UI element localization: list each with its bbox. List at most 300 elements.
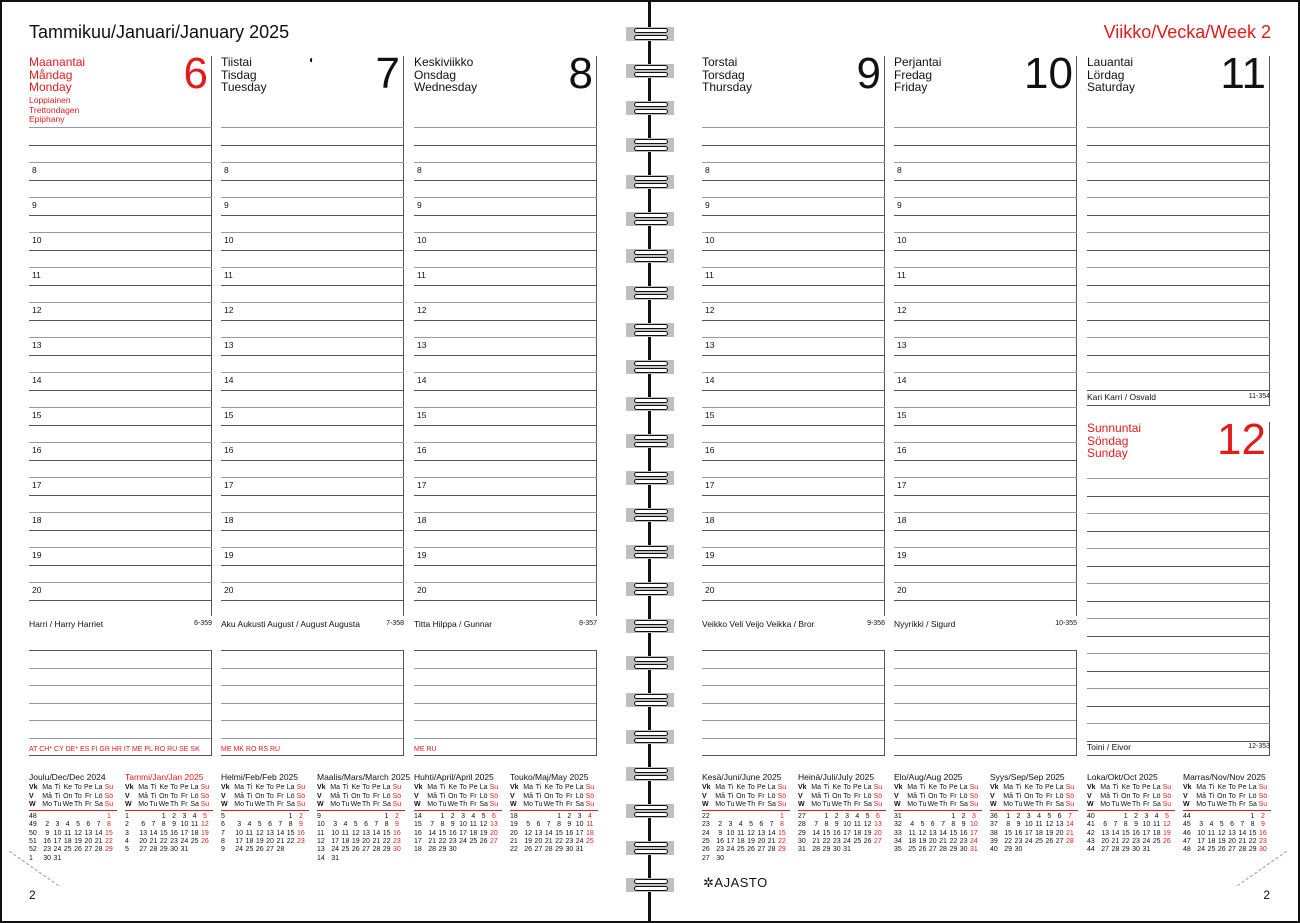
writing-line[interactable] — [894, 162, 1077, 163]
writing-line[interactable] — [29, 495, 212, 496]
weekday-abbrev: Tu — [438, 800, 447, 808]
date-cell: 1 — [557, 813, 561, 821]
date-cell: 4 — [855, 813, 860, 821]
note-line[interactable] — [414, 720, 597, 721]
writing-line[interactable] — [29, 530, 212, 531]
note-line[interactable] — [221, 738, 404, 739]
writing-line[interactable] — [1087, 723, 1270, 724]
week-row — [1087, 846, 1175, 854]
writing-line[interactable] — [702, 355, 885, 356]
hour-label: 14 — [705, 375, 715, 385]
writing-line[interactable] — [414, 600, 597, 601]
writing-line[interactable] — [702, 232, 885, 233]
writing-line[interactable] — [702, 407, 885, 408]
week-row — [1087, 821, 1175, 829]
note-line[interactable] — [702, 685, 885, 686]
writing-line[interactable] — [894, 565, 1077, 566]
writing-line[interactable] — [29, 267, 212, 268]
date-cell — [1054, 846, 1064, 854]
note-line[interactable] — [414, 685, 597, 686]
writing-line[interactable] — [894, 302, 1077, 303]
writing-line[interactable] — [29, 600, 212, 601]
writing-line[interactable] — [1087, 671, 1270, 672]
writing-line[interactable] — [702, 547, 885, 548]
writing-line[interactable] — [414, 267, 597, 268]
writing-line[interactable] — [29, 337, 212, 338]
writing-line[interactable] — [29, 320, 212, 321]
writing-line[interactable] — [29, 127, 212, 128]
writing-line[interactable] — [221, 442, 404, 443]
writing-line[interactable] — [29, 547, 212, 548]
writing-line[interactable] — [894, 145, 1077, 146]
writing-line[interactable] — [1087, 478, 1270, 479]
weekday-abbrev: We — [927, 800, 938, 808]
writing-line[interactable] — [414, 565, 597, 566]
note-line[interactable] — [221, 650, 404, 651]
note-line[interactable] — [29, 685, 212, 686]
writing-line[interactable] — [29, 197, 212, 198]
day-name-sv: Fredag — [894, 67, 933, 82]
week-label: Vk — [798, 784, 807, 792]
writing-line[interactable] — [894, 372, 1077, 373]
date-cell: 17 — [180, 829, 189, 837]
writing-line[interactable] — [1087, 531, 1270, 532]
weekday-abbrev: Th — [265, 800, 275, 808]
date-cell: 6 — [141, 821, 146, 829]
date-cell: 11 — [1035, 821, 1043, 829]
mini-calendar — [1183, 773, 1271, 855]
writing-line[interactable] — [702, 530, 885, 531]
writing-line[interactable] — [414, 320, 597, 321]
mini-calendar — [798, 773, 886, 855]
writing-line[interactable] — [414, 180, 597, 181]
writing-line[interactable] — [1087, 601, 1270, 602]
writing-line[interactable] — [1087, 250, 1270, 251]
writing-line[interactable] — [702, 180, 885, 181]
weekday-abbrev: Ma — [523, 784, 534, 792]
weekday-abbrev: Må — [42, 792, 53, 800]
writing-line[interactable] — [221, 512, 404, 513]
weekday-abbrev: Ke — [448, 784, 458, 792]
note-line[interactable] — [414, 755, 597, 756]
writing-line[interactable] — [702, 250, 885, 251]
hour-label: 13 — [32, 340, 42, 350]
writing-line[interactable] — [894, 582, 1077, 583]
writing-line[interactable] — [894, 495, 1077, 496]
note-line[interactable] — [414, 650, 597, 651]
note-line[interactable] — [221, 668, 404, 669]
writing-line[interactable] — [894, 127, 1077, 128]
date-cell: 9 — [450, 821, 455, 829]
writing-line[interactable] — [1087, 355, 1270, 356]
writing-line[interactable] — [221, 600, 404, 601]
writing-line[interactable] — [1087, 197, 1270, 198]
date-cell: 11 — [245, 829, 254, 837]
writing-line[interactable] — [221, 495, 404, 496]
note-line[interactable] — [702, 738, 885, 739]
date-cell — [63, 813, 73, 821]
date-cell — [777, 855, 787, 863]
writing-line[interactable] — [221, 372, 404, 373]
writing-line[interactable] — [221, 582, 404, 583]
ring-wire — [634, 590, 668, 595]
writing-line[interactable] — [221, 320, 404, 321]
writing-line[interactable] — [221, 215, 404, 216]
writing-line[interactable] — [221, 302, 404, 303]
writing-line[interactable] — [221, 390, 404, 391]
weekday-abbrev: Sa — [767, 800, 776, 808]
writing-line[interactable] — [414, 355, 597, 356]
writing-line[interactable] — [894, 425, 1077, 426]
ring-wire — [634, 694, 668, 699]
writing-line[interactable] — [221, 180, 404, 181]
date-cell: 15 — [555, 829, 563, 837]
writing-line[interactable] — [29, 250, 212, 251]
date-cell: 18 — [853, 829, 862, 837]
writing-line[interactable] — [221, 407, 404, 408]
writing-line[interactable] — [1087, 636, 1270, 637]
writing-line[interactable] — [1087, 372, 1270, 373]
week-number: 2 — [125, 821, 129, 829]
writing-line[interactable] — [894, 267, 1077, 268]
writing-line[interactable] — [29, 512, 212, 513]
weekday-abbrev: Fr — [1143, 800, 1150, 808]
writing-line[interactable] — [894, 320, 1077, 321]
writing-line[interactable] — [702, 127, 885, 128]
writing-line[interactable] — [29, 145, 212, 146]
date-cell: 16 — [565, 829, 574, 837]
weekday-abbrev: We — [158, 800, 169, 808]
note-line[interactable] — [221, 685, 404, 686]
writing-line[interactable] — [894, 180, 1077, 181]
note-line[interactable] — [29, 755, 212, 756]
weekday-abbrev: To — [1132, 792, 1140, 800]
writing-line[interactable] — [702, 512, 885, 513]
weekday-abbrev: Sa — [94, 800, 103, 808]
writing-line[interactable] — [221, 145, 404, 146]
writing-line[interactable] — [1087, 513, 1270, 514]
writing-line[interactable] — [221, 565, 404, 566]
writing-line[interactable] — [221, 337, 404, 338]
writing-line[interactable] — [221, 267, 404, 268]
writing-line[interactable] — [414, 442, 597, 443]
writing-line[interactable] — [702, 337, 885, 338]
writing-line[interactable] — [894, 460, 1077, 461]
writing-line[interactable] — [29, 302, 212, 303]
writing-line[interactable] — [414, 460, 597, 461]
note-line[interactable] — [29, 668, 212, 669]
date-cell: 20 — [928, 838, 937, 846]
hour-label: 14 — [417, 375, 427, 385]
writing-line[interactable] — [221, 477, 404, 478]
writing-line[interactable] — [221, 162, 404, 163]
writing-line[interactable] — [414, 197, 597, 198]
writing-line[interactable] — [702, 302, 885, 303]
note-line[interactable] — [702, 703, 885, 704]
writing-line[interactable] — [702, 442, 885, 443]
writing-line[interactable] — [414, 145, 597, 146]
writing-line[interactable] — [894, 390, 1077, 391]
hour-label: 19 — [417, 550, 427, 560]
week-row — [317, 838, 405, 846]
writing-line[interactable] — [1087, 127, 1270, 128]
note-line[interactable] — [894, 703, 1077, 704]
note-line[interactable] — [894, 738, 1077, 739]
date-cell: 16 — [297, 829, 305, 837]
week-number: 19 — [510, 821, 518, 829]
writing-line[interactable] — [414, 337, 597, 338]
writing-line[interactable] — [414, 390, 597, 391]
note-line[interactable] — [29, 720, 212, 721]
writing-line[interactable] — [414, 547, 597, 548]
writing-line[interactable] — [29, 460, 212, 461]
writing-line[interactable] — [894, 512, 1077, 513]
name-day — [29, 619, 212, 629]
writing-line[interactable] — [1087, 145, 1270, 146]
note-line[interactable] — [414, 738, 597, 739]
writing-line[interactable] — [702, 285, 885, 286]
writing-line[interactable] — [29, 425, 212, 426]
moon-phase-icon: ◐ — [309, 55, 316, 66]
writing-line[interactable] — [894, 232, 1077, 233]
writing-line[interactable] — [702, 197, 885, 198]
writing-line[interactable] — [894, 477, 1077, 478]
weekday-abbrev: On — [448, 792, 458, 800]
note-line[interactable] — [221, 755, 404, 756]
day-name-en: Saturday — [1087, 80, 1136, 94]
writing-line[interactable] — [414, 302, 597, 303]
weekday-abbrev: On — [159, 792, 169, 800]
writing-line[interactable] — [1087, 566, 1270, 567]
weekday-abbrev: To — [1035, 784, 1043, 792]
writing-line[interactable] — [29, 442, 212, 443]
writing-line[interactable] — [414, 232, 597, 233]
ring-wire — [634, 331, 668, 336]
writing-line[interactable] — [702, 372, 885, 373]
note-line[interactable] — [702, 720, 885, 721]
writing-line[interactable] — [702, 565, 885, 566]
day-number: 12 — [1217, 415, 1266, 464]
date-cell: 28 — [372, 846, 381, 854]
writing-line[interactable] — [414, 495, 597, 496]
writing-line[interactable] — [894, 337, 1077, 338]
writing-line[interactable] — [29, 232, 212, 233]
writing-line[interactable] — [29, 407, 212, 408]
writing-line[interactable] — [414, 215, 597, 216]
writing-line[interactable] — [1087, 180, 1270, 181]
writing-line[interactable] — [1087, 496, 1270, 497]
writing-line[interactable] — [414, 582, 597, 583]
weekday-abbrev: Ma — [811, 784, 822, 792]
ring-wire — [634, 657, 668, 662]
weekday-abbrev: Pe — [276, 784, 285, 792]
writing-line[interactable] — [894, 285, 1077, 286]
writing-line[interactable] — [221, 250, 404, 251]
date-cell: 5 — [920, 821, 925, 829]
writing-line[interactable] — [702, 425, 885, 426]
name-day-text: Nyyrikki / Sigurd — [894, 619, 956, 629]
writing-line[interactable] — [702, 495, 885, 496]
writing-line[interactable] — [1087, 285, 1270, 286]
writing-line[interactable] — [1087, 688, 1270, 689]
weekday-abbrev: To — [266, 784, 274, 792]
writing-line[interactable] — [1087, 267, 1270, 268]
writing-line[interactable] — [221, 127, 404, 128]
writing-line[interactable] — [1087, 583, 1270, 584]
writing-line[interactable] — [702, 162, 885, 163]
spiral-ring — [626, 175, 674, 189]
writing-line[interactable] — [894, 530, 1077, 531]
note-line[interactable] — [894, 685, 1077, 686]
writing-line[interactable] — [414, 127, 597, 128]
week-number: 18 — [414, 846, 422, 854]
writing-line[interactable] — [221, 197, 404, 198]
writing-line[interactable] — [29, 582, 212, 583]
writing-line[interactable] — [414, 250, 597, 251]
writing-line[interactable] — [1087, 232, 1270, 233]
note-line[interactable] — [894, 720, 1077, 721]
note-line[interactable] — [702, 755, 885, 756]
writing-line[interactable] — [221, 530, 404, 531]
writing-line[interactable] — [29, 215, 212, 216]
writing-line[interactable] — [221, 425, 404, 426]
writing-line[interactable] — [1087, 390, 1270, 391]
date-cell: 10 — [1197, 829, 1206, 837]
writing-line[interactable] — [221, 460, 404, 461]
writing-line[interactable] — [702, 390, 885, 391]
week-number: 12 — [317, 838, 325, 846]
writing-line[interactable] — [894, 197, 1077, 198]
writing-line[interactable] — [221, 355, 404, 356]
writing-line[interactable] — [29, 390, 212, 391]
writing-line[interactable] — [414, 372, 597, 373]
weekday-abbrev: Th — [1034, 800, 1044, 808]
note-line[interactable] — [894, 755, 1077, 756]
note-line[interactable] — [29, 650, 212, 651]
writing-line[interactable] — [894, 407, 1077, 408]
writing-line[interactable] — [221, 232, 404, 233]
writing-line[interactable] — [894, 547, 1077, 548]
writing-line[interactable] — [702, 460, 885, 461]
date-cell: 16 — [448, 829, 457, 837]
writing-line[interactable] — [221, 547, 404, 548]
hour-label: 10 — [32, 235, 42, 245]
date-cell: 4 — [1037, 813, 1041, 821]
writing-line[interactable] — [1087, 215, 1270, 216]
date-cell: 14 — [767, 829, 776, 837]
weekday-abbrev: Mo — [523, 800, 534, 808]
writing-line[interactable] — [414, 407, 597, 408]
ring-wire — [634, 405, 668, 410]
date-cell: 24 — [575, 838, 584, 846]
note-line[interactable] — [29, 703, 212, 704]
writing-line[interactable] — [29, 285, 212, 286]
writing-line[interactable] — [1087, 618, 1270, 619]
holiday-names — [29, 96, 79, 125]
week-number: 39 — [990, 838, 998, 846]
writing-line[interactable] — [1087, 320, 1270, 321]
hour-label: 20 — [897, 585, 907, 595]
hour-label: 12 — [32, 305, 42, 315]
writing-line[interactable] — [702, 600, 885, 601]
writing-line[interactable] — [1087, 302, 1270, 303]
date-cell: 14 — [372, 829, 381, 837]
note-line[interactable] — [894, 650, 1077, 651]
week-row — [510, 846, 598, 854]
weekday-abbrev: Ma — [1196, 784, 1207, 792]
hour-label: 17 — [897, 480, 907, 490]
writing-line[interactable] — [702, 320, 885, 321]
note-line[interactable] — [221, 720, 404, 721]
weekday-header — [125, 793, 213, 801]
date-cell — [725, 813, 735, 821]
writing-line[interactable] — [894, 355, 1077, 356]
note-line[interactable] — [702, 650, 885, 651]
writing-line[interactable] — [702, 267, 885, 268]
day-name-fi: Lauantai — [1087, 55, 1134, 69]
note-line[interactable] — [29, 738, 212, 739]
weekday-abbrev: Lö — [575, 792, 584, 800]
writing-line[interactable] — [1087, 653, 1270, 654]
day-name-sv: Onsdag — [414, 67, 457, 82]
date-cell — [1227, 813, 1237, 821]
writing-line[interactable] — [1087, 162, 1270, 163]
spiral-ring — [626, 693, 674, 707]
writing-line[interactable] — [221, 285, 404, 286]
writing-line[interactable] — [414, 512, 597, 513]
writing-line[interactable] — [29, 565, 212, 566]
writing-line[interactable] — [894, 250, 1077, 251]
writing-line[interactable] — [894, 215, 1077, 216]
weekday-abbrev: Fr — [566, 800, 573, 808]
note-line[interactable] — [221, 703, 404, 704]
writing-line[interactable] — [29, 162, 212, 163]
date-cell: 4 — [1209, 821, 1214, 829]
writing-line[interactable] — [29, 180, 212, 181]
writing-line[interactable] — [414, 425, 597, 426]
writing-line[interactable] — [414, 162, 597, 163]
date-cell: 22 — [159, 838, 168, 846]
weekday-abbrev: On — [255, 792, 265, 800]
writing-line[interactable] — [894, 600, 1077, 601]
writing-line[interactable] — [894, 442, 1077, 443]
writing-line[interactable] — [702, 215, 885, 216]
writing-line[interactable] — [414, 285, 597, 286]
writing-line[interactable] — [1087, 548, 1270, 549]
writing-line[interactable] — [702, 477, 885, 478]
writing-line[interactable] — [29, 372, 212, 373]
writing-line[interactable] — [414, 477, 597, 478]
weekday-abbrev: Su — [200, 800, 210, 808]
note-line[interactable] — [894, 668, 1077, 669]
weekday-abbrev: We — [254, 800, 265, 808]
writing-line[interactable] — [29, 355, 212, 356]
mini-calendar — [990, 773, 1078, 855]
writing-line[interactable] — [29, 477, 212, 478]
date-cell: 3 — [237, 821, 242, 829]
writing-line[interactable] — [702, 145, 885, 146]
writing-line[interactable] — [414, 530, 597, 531]
writing-line[interactable] — [1087, 706, 1270, 707]
writing-line[interactable] — [1087, 337, 1270, 338]
writing-line[interactable] — [702, 582, 885, 583]
weekday-abbrev: Pe — [469, 784, 478, 792]
week-number: 44 — [1087, 846, 1095, 854]
note-line[interactable] — [414, 703, 597, 704]
note-line[interactable] — [702, 668, 885, 669]
note-line[interactable] — [414, 668, 597, 669]
country-holiday-codes: ME MK RO RS RU — [221, 746, 281, 753]
